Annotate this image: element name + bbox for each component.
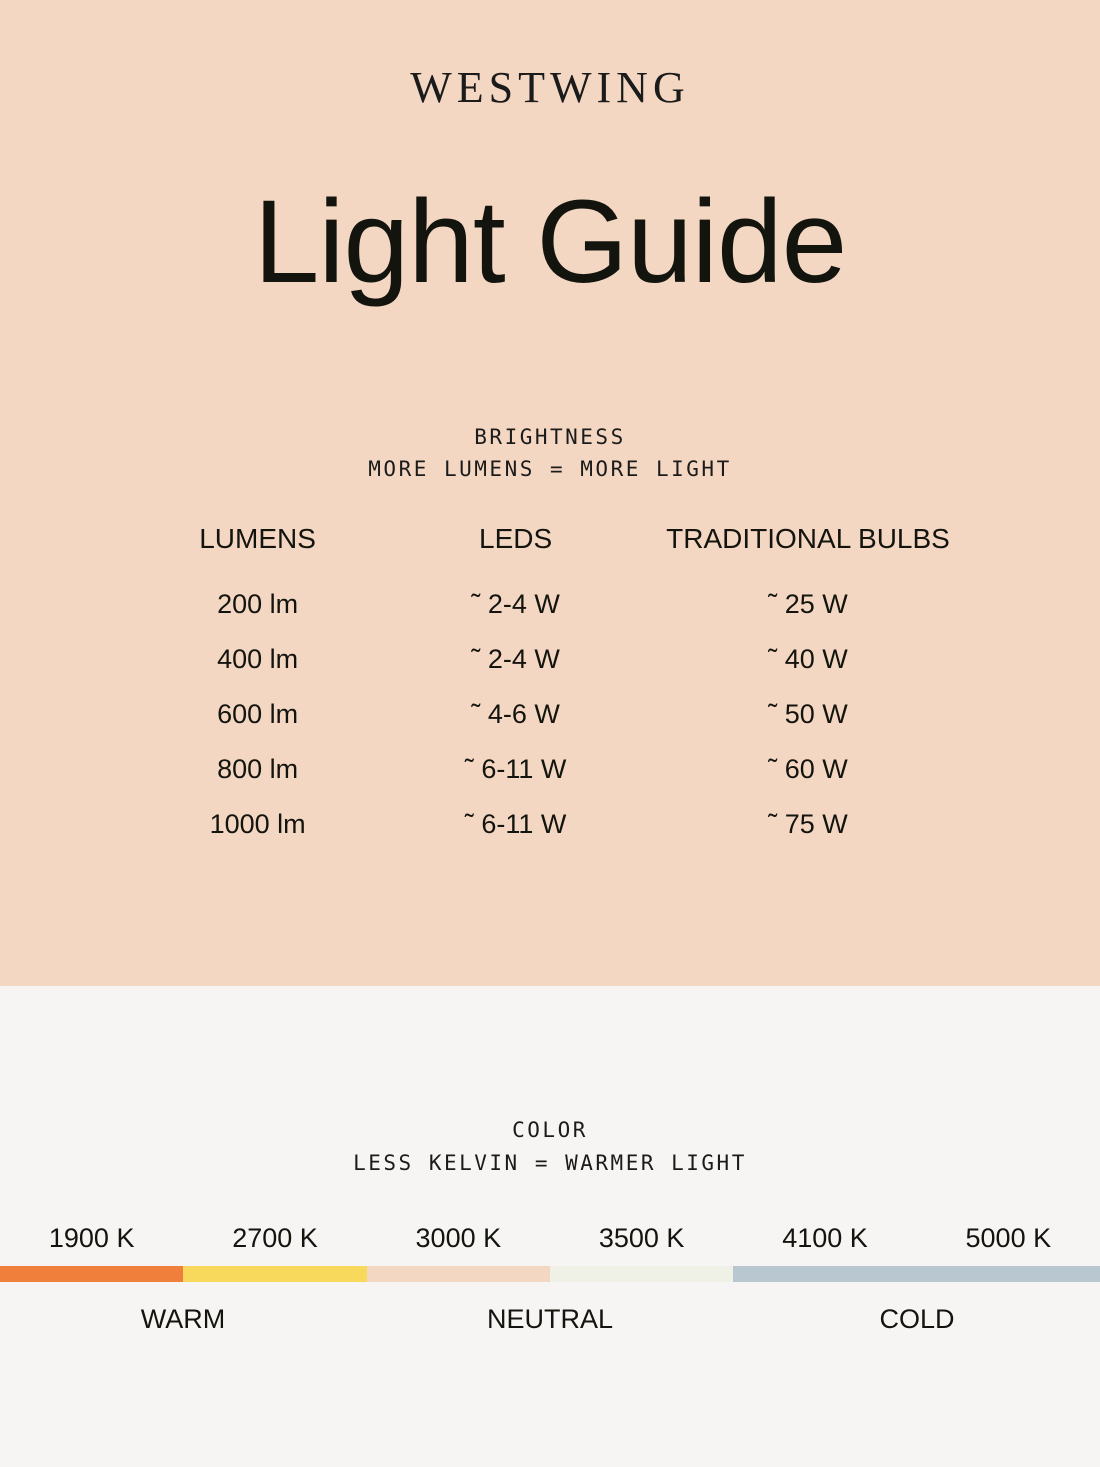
kelvin-scale: [0, 1223, 1100, 1335]
table-header-row: [120, 522, 980, 577]
cell-bulbs: ˜ 25 W: [768, 588, 848, 619]
kelvin-swatch-3500k: [550, 1266, 733, 1282]
brightness-caption: [0, 421, 1100, 486]
column-header-leds: LEDS: [479, 522, 553, 554]
cell-leds: ˜ 2-4 W: [471, 588, 560, 619]
kelvin-swatch-2700k: [183, 1266, 366, 1282]
cell-leds: ˜ 6-11 W: [464, 753, 567, 784]
cell-bulbs: ˜ 50 W: [768, 698, 848, 729]
kelvin-gradient-bar: [0, 1266, 1100, 1282]
cell-leds: ˜ 2-4 W: [471, 643, 560, 674]
range-label-warm: WARM: [140, 1304, 226, 1335]
kelvin-label: 4100 K: [782, 1223, 868, 1254]
cell-lumens: 800 lm: [217, 753, 299, 784]
kelvin-label: 1900 K: [48, 1223, 135, 1254]
cell-lumens: 200 lm: [217, 588, 299, 619]
kelvin-swatch-3000k: [367, 1266, 550, 1282]
column-header-traditional-bulbs: TRADITIONAL BULBS: [666, 522, 950, 554]
kelvin-label-row: [0, 1223, 1100, 1254]
color-section: [0, 986, 1100, 1467]
kelvin-label: 3000 K: [415, 1223, 502, 1254]
cell-leds: ˜ 4-6 W: [471, 698, 560, 729]
table-row: [120, 632, 980, 687]
table-row: [120, 687, 980, 742]
page-title: Light Guide: [253, 176, 847, 308]
cell-bulbs: ˜ 40 W: [768, 643, 848, 674]
brightness-caption-line1: BRIGHTNESS: [474, 424, 626, 449]
kelvin-swatch-1900k: [0, 1266, 183, 1282]
color-caption: [0, 1114, 1100, 1179]
kelvin-swatch-5000k: [917, 1266, 1100, 1282]
cell-leds: ˜ 6-11 W: [464, 808, 567, 839]
table-row: [120, 742, 980, 797]
brightness-caption-line2: MORE LUMENS = MORE LIGHT: [368, 457, 732, 482]
range-label-neutral: NEUTRAL: [486, 1304, 614, 1335]
cell-lumens: 600 lm: [217, 698, 299, 729]
table-row: [120, 797, 980, 852]
cell-lumens: 1000 lm: [209, 808, 306, 839]
kelvin-swatch-4100k: [733, 1266, 916, 1282]
cell-lumens: 400 lm: [217, 643, 299, 674]
kelvin-label: 5000 K: [965, 1223, 1052, 1254]
cell-bulbs: ˜ 60 W: [768, 753, 848, 784]
cell-bulbs: ˜ 75 W: [768, 808, 848, 839]
temperature-range-labels: [0, 1304, 1100, 1335]
kelvin-label: 3500 K: [598, 1223, 685, 1254]
table-row: [120, 577, 980, 632]
color-caption-line2: LESS KELVIN = WARMER LIGHT: [353, 1150, 747, 1175]
range-label-cold: COLD: [879, 1304, 955, 1335]
lumens-table: [120, 522, 980, 852]
brand-logo: WESTWING: [410, 63, 690, 112]
color-caption-line1: COLOR: [512, 1118, 588, 1142]
kelvin-label: 2700 K: [232, 1223, 318, 1254]
column-header-lumens: LUMENS: [199, 522, 316, 554]
